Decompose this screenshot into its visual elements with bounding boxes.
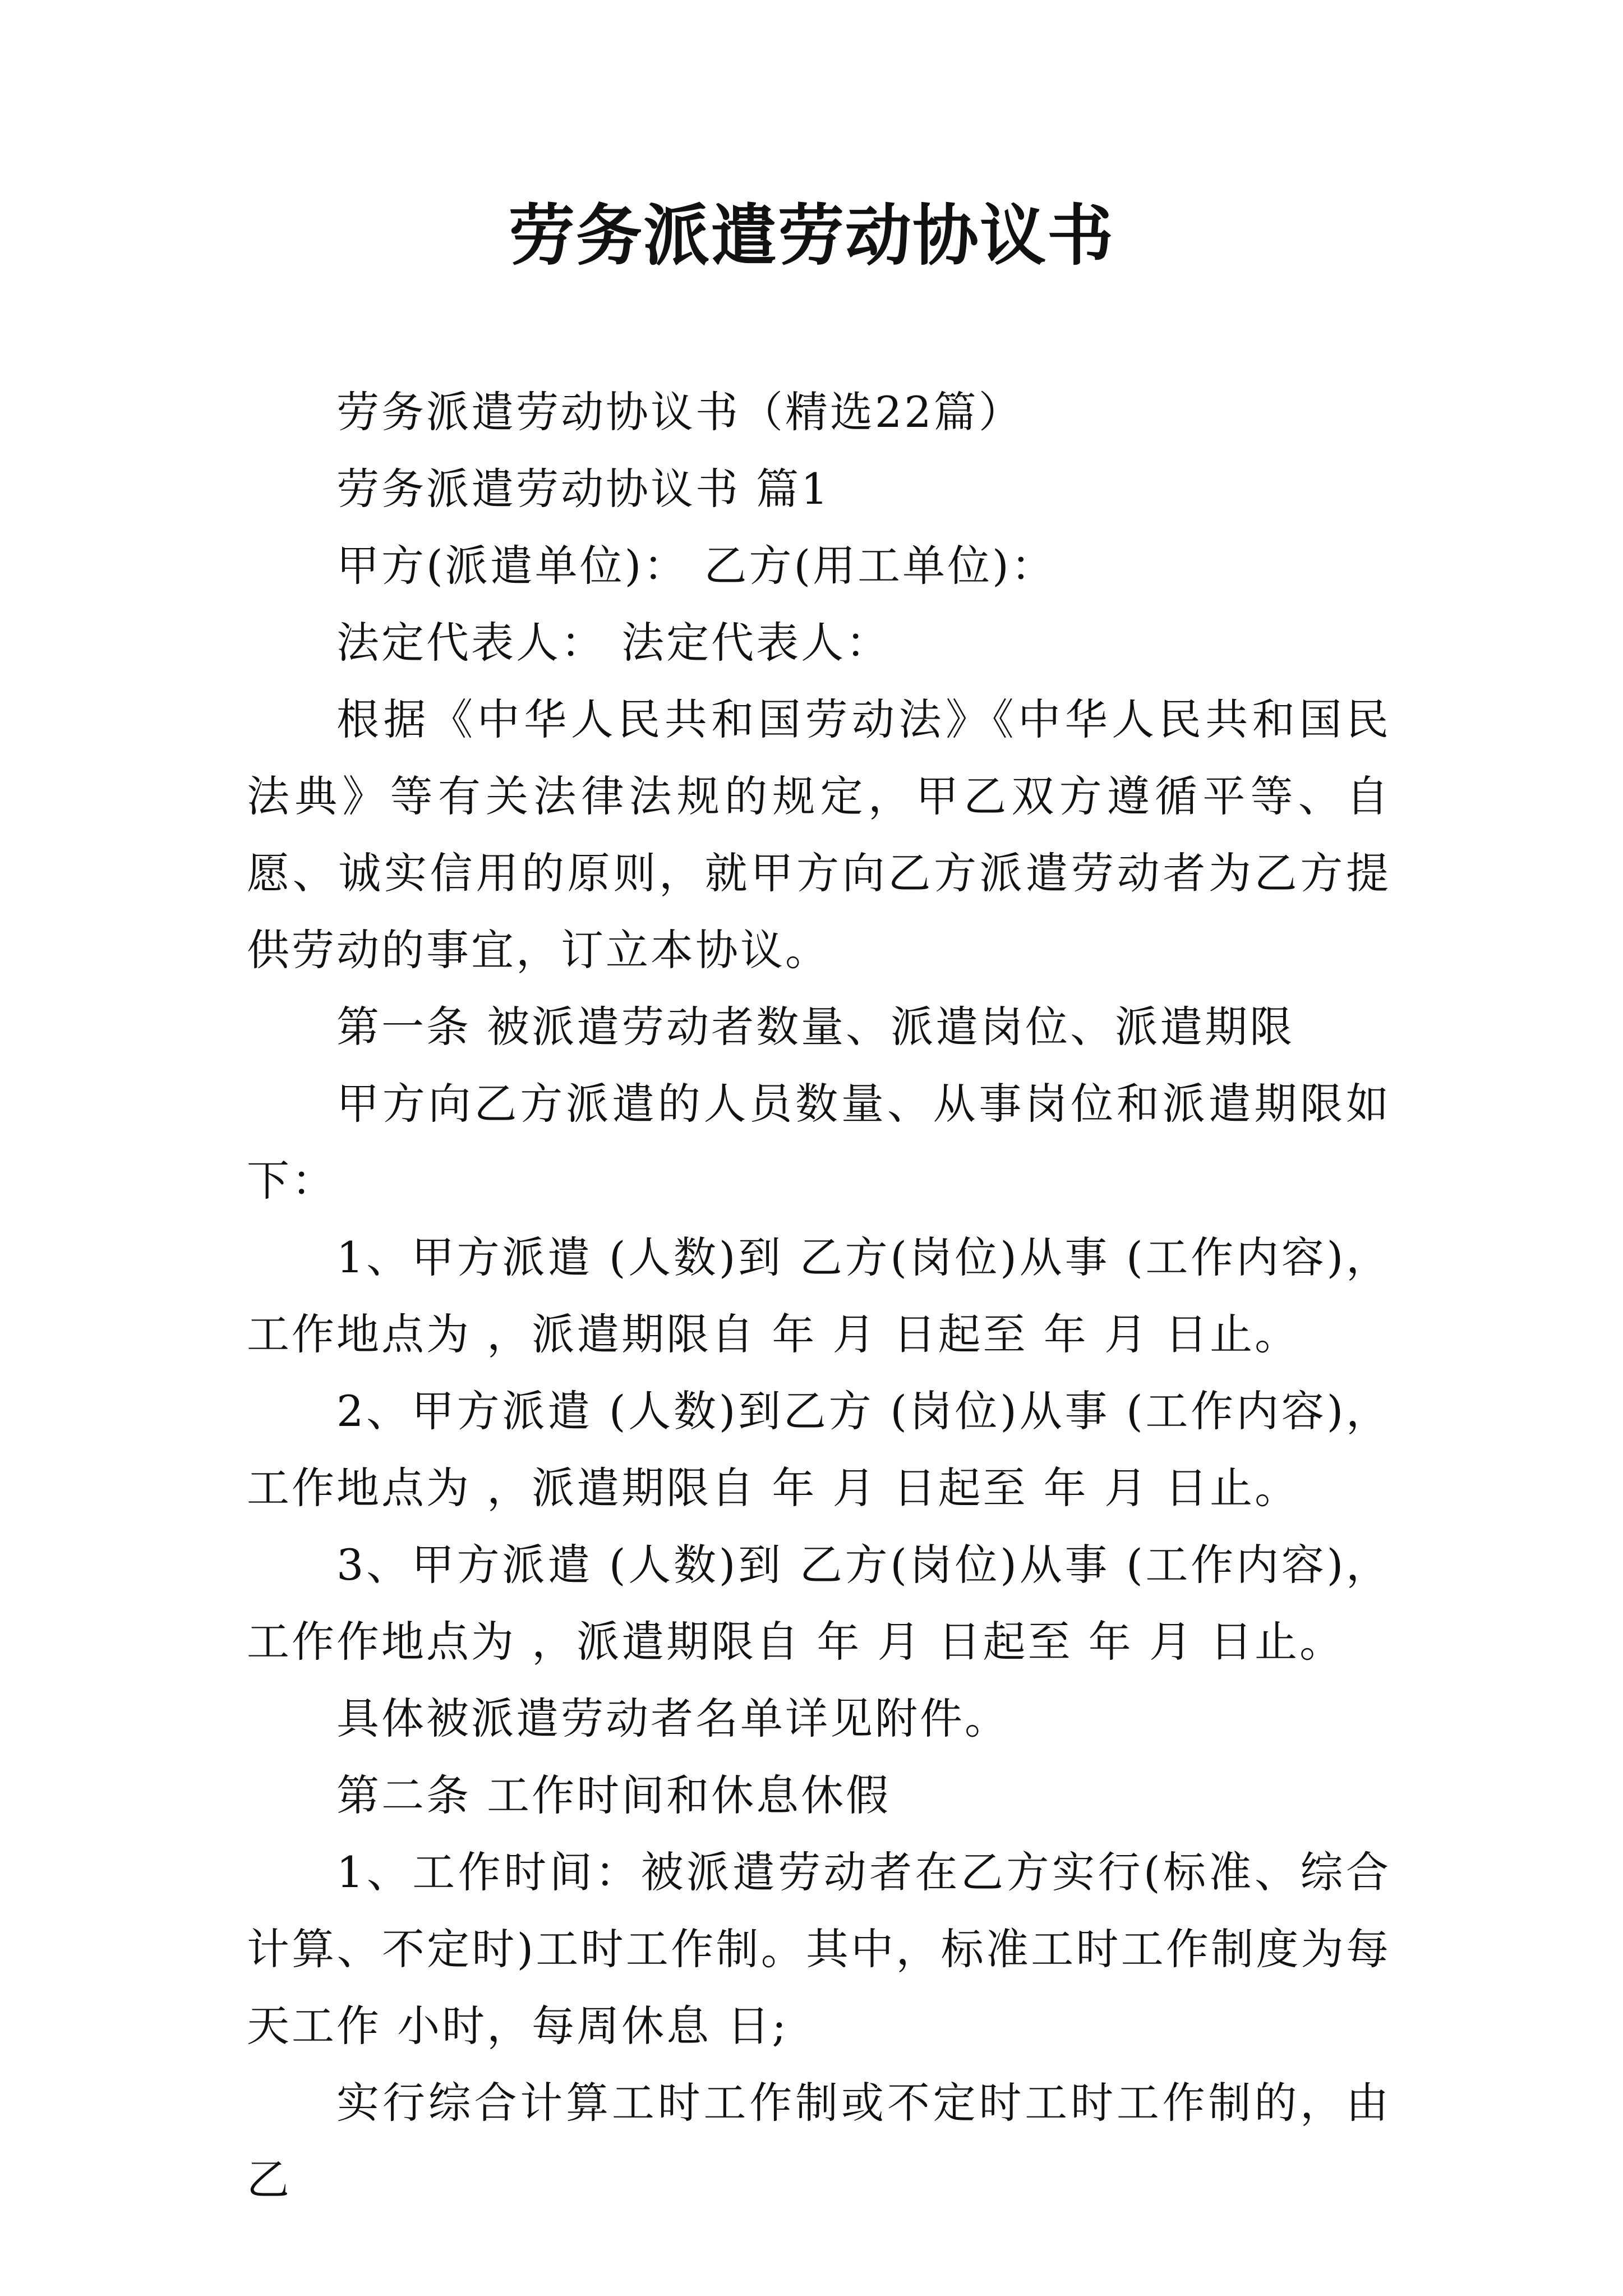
paragraph-article-1-intro: 甲方向乙方派遣的人员数量、从事岗位和派遣期限如下：	[247, 1079, 1391, 1205]
paragraph-article-2-continuation: 实行综合计算工时工作制或不定时工时工作制的，由乙	[247, 2078, 1391, 2205]
paragraph-parties: 甲方(派遣单位)： 乙方(用工单位)：	[336, 541, 1056, 591]
paragraph-article-1-item-2: 2、甲方派遣 (人数)到乙方 (岗位)从事 (工作内容)，工作地点为 ，派遣期限自 年 月 日起至 年 月 日止。	[247, 1386, 1391, 1513]
paragraph-article-1-item-1: 1、甲方派遣 (人数)到 乙方(岗位)从事 (工作内容)，工作地点为 ，派遣期限自 年 月 日起至 年 月 日止。	[247, 1232, 1391, 1359]
document-body	[247, 374, 1391, 2218]
paragraph-section-heading: 劳务派遣劳动协议书 篇1	[336, 464, 831, 514]
paragraph-article-2-heading: 第二条 工作时间和休息休假	[336, 1770, 891, 1820]
paragraph-legal-representatives: 法定代表人： 法定代表人：	[336, 618, 891, 668]
paragraph-preamble: 根据《中华人民共和国劳动法》《中华人民共和国民法典》等有关法律法规的规定，甲乙双方遵循平等、自愿、诚实信用的原则，就甲方向乙方派遣劳动者为乙方提供劳动的事宜，订立本协议。	[247, 694, 1391, 975]
document-title: 劳务派遣劳动协议书	[508, 196, 1114, 274]
paragraph-subtitle: 劳务派遣劳动协议书（精选22篇）	[336, 387, 1023, 437]
paragraph-attachment-note: 具体被派遣劳动者名单详见附件。	[336, 1694, 1009, 1743]
paragraph-article-2-item-1: 1、工作时间：被派遣劳动者在乙方实行(标准、综合计算、不定时)工时工作制。其中，标准工时工作制度为每天工作 小时，每周休息 日;	[247, 1847, 1391, 2051]
paragraph-article-1-heading: 第一条 被派遣劳动者数量、派遣岗位、派遣期限	[336, 1002, 1295, 1052]
paragraph-article-1-item-3: 3、甲方派遣 (人数)到 乙方(岗位)从事 (工作内容)，工作作地点为 ，派遣期限自 年 月 日起至 年 月 日止。	[247, 1540, 1391, 1667]
